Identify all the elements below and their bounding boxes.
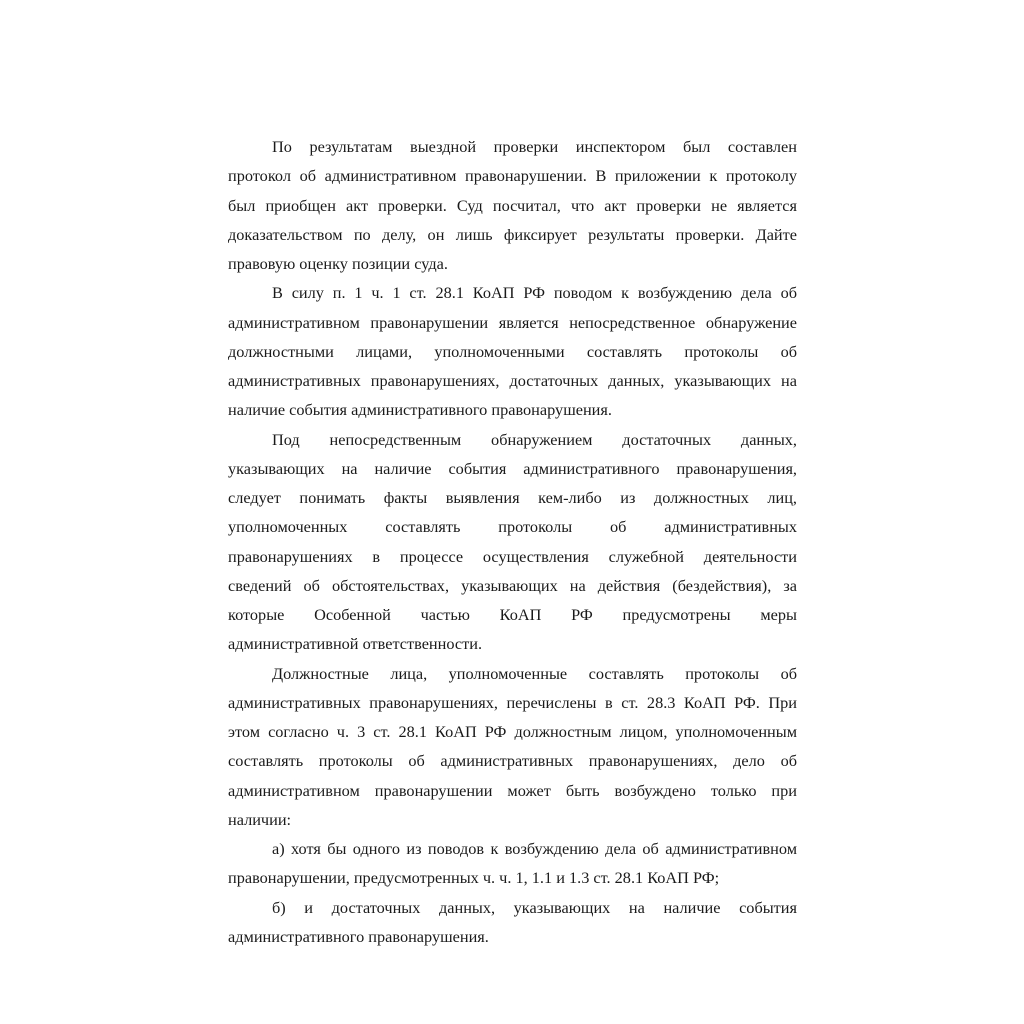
text-line: Под непосредственным обнаружением достаточных данных, [272,429,797,449]
paragraph-legal-basis [228,278,797,424]
text-line: наличии: [228,809,292,829]
text-line: уполномоченных составлять протоколы об административных [228,517,797,537]
text-line: По результатам выездной проверки инспектором был составлен [272,137,797,156]
text-line: должностными лицами, уполномоченными составлять протоколы об [228,341,797,361]
text-line: этом согласно ч. 3 ст. 28.1 КоАП РФ должностным лицом, уполномоченным [228,722,797,741]
text-line: административного правонарушения. [228,926,489,946]
text-line: был приобщен акт проверки. Суд посчитал, что акт проверки не является [228,195,797,215]
text-line: административных правонарушениях, достаточных данных, указывающих на [228,371,797,390]
text-line: доказательством по делу, он лишь фиксирует результаты проверки. Дайте [228,224,797,244]
paragraph-definition [228,425,797,659]
text-line: сведений об обстоятельствах, указывающих на действия (бездействия), за [228,575,797,595]
list-item-a [228,834,797,893]
list-item-b [228,893,797,952]
text-line: В силу п. 1 ч. 1 ст. 28.1 КоАП РФ поводом к возбуждению дела об [272,283,797,303]
text-line: которые Особенной частью КоАП РФ предусмотрены меры [228,605,797,624]
text-line: правовую оценку позиции суда. [228,254,448,273]
text-line: правонарушении, предусмотренных ч. ч. 1, 1.1 и 1.3 ст. 28.1 КоАП РФ; [228,868,720,888]
paragraph-officials [228,659,797,835]
text-line: б) и достаточных данных, указывающих на наличие события [272,897,797,917]
text-line: административной ответственности. [228,634,483,654]
text-line: административных правонарушениях, перечислены в ст. 28.3 КоАП РФ. При [228,692,797,712]
text-line: административном правонарушении является непосредственное обнаружение [228,312,797,332]
text-line: наличие события административного правонарушения. [228,400,612,420]
text-line: указывающих на наличие события административного правонарушения, [228,458,797,478]
text-line: правонарушениях в процессе осуществления служебной деятельности [228,546,797,566]
text-line: Должностные лица, уполномоченные составлять протоколы об [272,663,797,683]
text-line: следует понимать факты выявления кем-либо из должностных лиц, [228,488,797,507]
text-line: составлять протоколы об административных правонарушениях, дело об [228,751,797,771]
paragraph-task [228,132,797,278]
document-page [228,132,797,951]
text-line: а) хотя бы одного из поводов к возбуждению дела об административном [272,839,797,858]
text-line: протокол об административном правонарушении. В приложении к протоколу [228,166,797,186]
text-line: административном правонарушении может быть возбуждено только при [228,780,797,800]
